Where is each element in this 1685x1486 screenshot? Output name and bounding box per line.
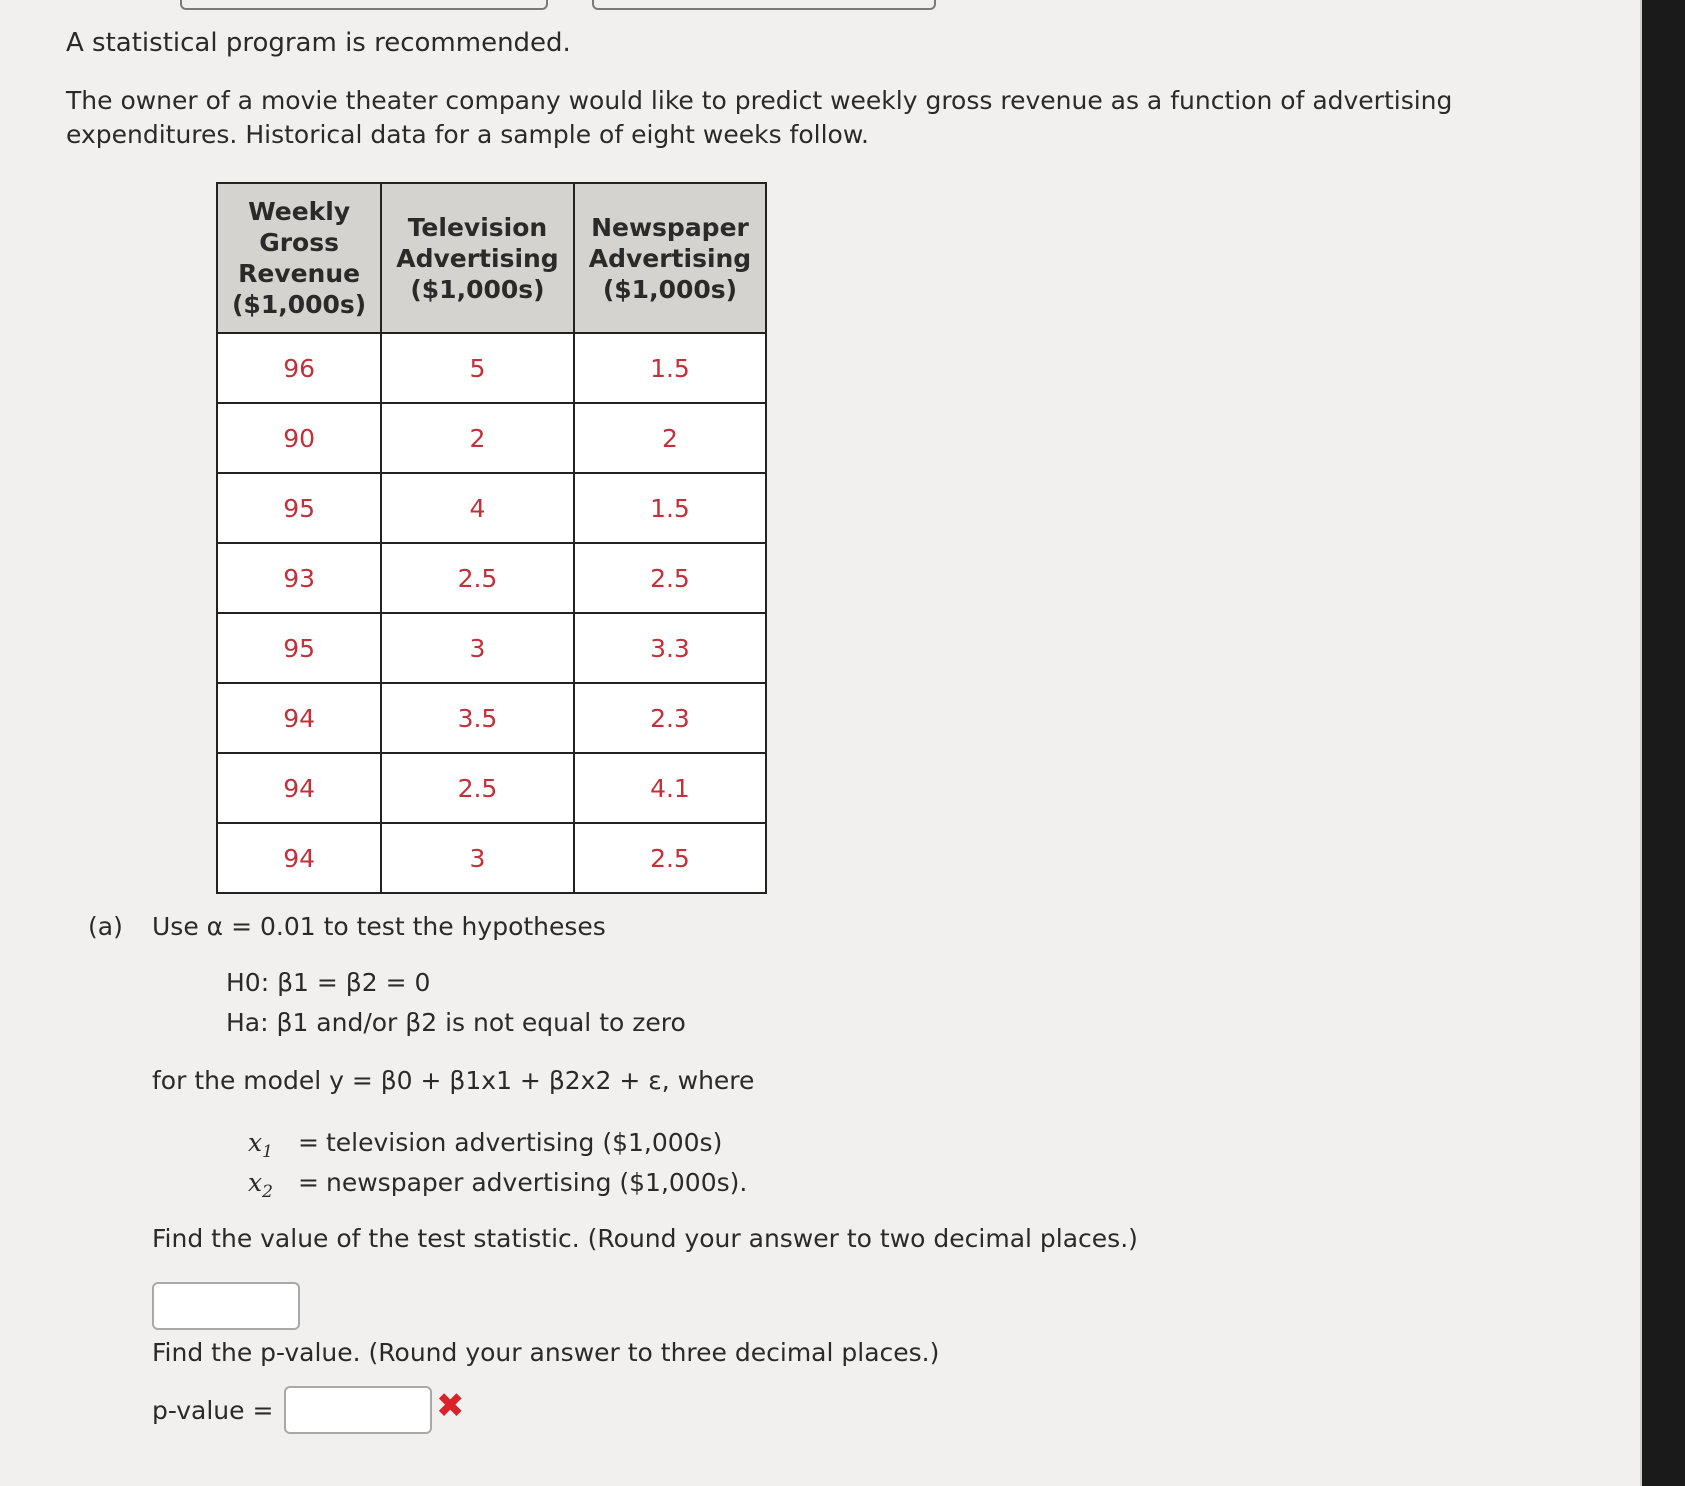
- null-hypothesis: H0: β1 = β2 = 0: [226, 968, 431, 997]
- x1-definition: television advertising ($1,000s): [326, 1128, 723, 1157]
- table-row: [217, 613, 766, 683]
- pvalue-question: Find the p-value. (Round your answer to three decimal places.): [152, 1338, 940, 1367]
- revenue-cell: 95: [217, 473, 381, 543]
- revenue-cell: 94: [217, 683, 381, 753]
- newspaper-cell: 2: [574, 403, 767, 473]
- tv-cell: 3: [381, 823, 574, 893]
- x2-definition: newspaper advertising ($1,000s).: [326, 1168, 748, 1197]
- part-a-intro: Use α = 0.01 to test the hypotheses: [152, 912, 606, 941]
- incorrect-x-icon: ✖: [436, 1386, 465, 1426]
- model-statement: for the model y = β0 + β1x1 + β2x2 + ε, where: [152, 1066, 755, 1095]
- newspaper-cell: 1.5: [574, 333, 767, 403]
- pvalue-input[interactable]: [284, 1386, 432, 1434]
- alternative-hypothesis: Ha: β1 and/or β2 is not equal to zero: [226, 1008, 686, 1037]
- part-a-label: (a): [88, 912, 123, 941]
- top-tab-left: [180, 0, 548, 10]
- tv-cell: 5: [381, 333, 574, 403]
- top-tab-right: [592, 0, 936, 10]
- revenue-cell: 93: [217, 543, 381, 613]
- tv-cell: 3.5: [381, 683, 574, 753]
- newspaper-cell: 4.1: [574, 753, 767, 823]
- header-weekly-gross-revenue: Weekly Gross Revenue ($1,000s): [217, 183, 381, 333]
- x2-symbol: $x_2$: [248, 1168, 273, 1202]
- table-header-row: [217, 183, 766, 333]
- table-row: [217, 473, 766, 543]
- test-statistic-input[interactable]: [152, 1282, 300, 1330]
- data-table: [216, 182, 767, 894]
- test-statistic-question: Find the value of the test statistic. (Round your answer to two decimal places.): [152, 1224, 1138, 1253]
- x1-symbol: $x_1$: [248, 1128, 273, 1162]
- table-row: [217, 683, 766, 753]
- tv-cell: 4: [381, 473, 574, 543]
- newspaper-cell: 2.5: [574, 543, 767, 613]
- newspaper-cell: 1.5: [574, 473, 767, 543]
- x1-equals: =: [298, 1128, 319, 1157]
- table-row: [217, 753, 766, 823]
- revenue-cell: 96: [217, 333, 381, 403]
- pvalue-label: p-value =: [152, 1396, 274, 1425]
- header-newspaper-advertising: Newspaper Advertising ($1,000s): [574, 183, 767, 333]
- recommend-note: A statistical program is recommended.: [66, 28, 571, 58]
- problem-intro: The owner of a movie theater company would like to predict weekly gross revenue as a function of advertising expenditures. Historical data for a sample of eight weeks follow.: [66, 86, 1453, 149]
- revenue-cell: 94: [217, 753, 381, 823]
- revenue-cell: 95: [217, 613, 381, 683]
- newspaper-cell: 2.3: [574, 683, 767, 753]
- screen-bezel: [1642, 0, 1685, 1486]
- newspaper-cell: 3.3: [574, 613, 767, 683]
- revenue-cell: 90: [217, 403, 381, 473]
- tv-cell: 2.5: [381, 753, 574, 823]
- table-row: [217, 403, 766, 473]
- revenue-cell: 94: [217, 823, 381, 893]
- tv-cell: 2.5: [381, 543, 574, 613]
- tv-cell: 3: [381, 613, 574, 683]
- table-row: [217, 543, 766, 613]
- tv-cell: 2: [381, 403, 574, 473]
- table-row: [217, 333, 766, 403]
- table-row: [217, 823, 766, 893]
- x2-equals: =: [298, 1168, 319, 1197]
- question-content: [66, 28, 1606, 1426]
- newspaper-cell: 2.5: [574, 823, 767, 893]
- header-television-advertising: Television Advertising ($1,000s): [381, 183, 574, 333]
